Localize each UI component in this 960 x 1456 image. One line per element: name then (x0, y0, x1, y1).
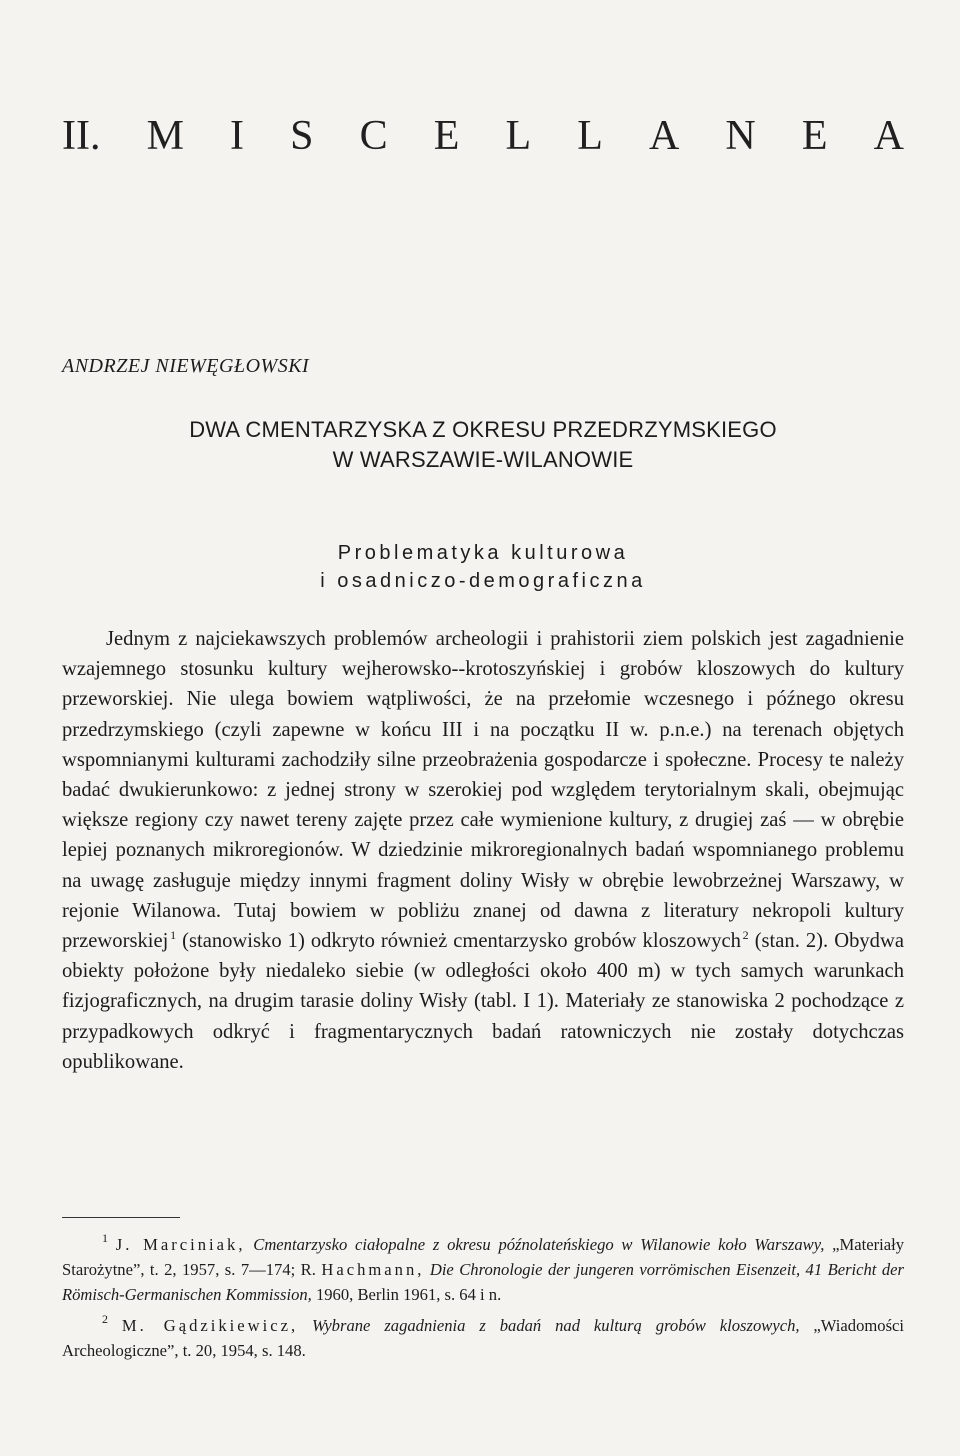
section-heading-part: L (577, 113, 603, 159)
footnote-work: Cmentarzysko ciałopalne z okresu późnolateńskiego w Wilanowie koło Warszawy, (253, 1235, 825, 1254)
section-heading-part: I (230, 113, 245, 159)
footnote-ref: 1 (170, 928, 177, 943)
body-text-part: (stanowisko 1) odkryto również cmentarzysko grobów kloszowych (176, 930, 741, 953)
footnote-mark: 1 (102, 1231, 108, 1245)
body-paragraph (62, 624, 904, 1077)
article-title (62, 415, 904, 475)
section-heading-part: S (290, 113, 314, 159)
section-heading-part: A (873, 113, 904, 159)
section-heading-part: L (505, 113, 532, 159)
article-title-line: DWA CMENTARZYSKA Z OKRESU PRZEDRZYMSKIEGO (189, 417, 777, 442)
footnote-ref: 2 (742, 928, 749, 943)
section-heading-part: C (359, 113, 388, 159)
footnote-author: M. Gądzikiewicz, (121, 1316, 299, 1335)
footnote-text: „Materiały Starożytne”, t. 2, 1957, s. 7—174; R. (62, 1235, 904, 1279)
section-heading (62, 112, 904, 160)
footnote-work: Die Chronologie der jungeren vorrömischen Eisenzeit, 41 Bericht der Römisch-Germanischen Kommission, (62, 1260, 904, 1304)
footnote (62, 1232, 904, 1307)
footnote-mark: 2 (102, 1312, 108, 1326)
footnotes (62, 1232, 904, 1369)
section-heading-part: E (433, 113, 460, 159)
footnote-work: Wybrane zagadnienia z badań nad kulturą grobów kloszowych, (298, 1316, 800, 1335)
footnote-author: J. Marciniak, (115, 1235, 246, 1254)
body-text-part: (stan. 2). Obydwa obiekty położone były niedaleko siebie (w odległości około 400 m) w tych samych warunkach fizjograficznych, na drugim tarasie doliny Wisły (tabl. I 1). Materiały ze stanowiska 2 pochodzące z przypadkowych odkryć i fragmentarycznych badań ratowniczych nie zostały dotychczas opublikowane. (62, 930, 904, 1073)
article-title-line: W WARSZAWIE-WILANOWIE (332, 447, 634, 472)
footnote (62, 1313, 904, 1363)
section-heading-part: M (146, 113, 184, 159)
section-heading-part: E (801, 113, 828, 159)
footnote-divider (62, 1217, 180, 1218)
article-subtitle (62, 539, 904, 595)
body-text-part: Jednym z najciekawszych problemów archeologii i prahistorii ziem polskich jest zagadnienie wzajemnego stosunku kultury wejherowsko--krotoszyńskiej i grobów kloszowych do kultury przeworskiej. Nie ulega bowiem wątpliwości, że na przełomie wczesnego i późnego okresu przedrzymskiego (czyli zapewne w końcu III i na początku II w. p.n.e.) na terenach objętych wspomnianymi kulturami zachodziły silne przeobrażenia gospodarcze i społeczne. Procesy te należy badać dwukierunkowo: z jednej strony w szerokiej pod względem terytorialnym skali, obejmując większe regiony czy nawet tereny zajęte przez całe wymienione kultury, z drugiej zaś — w obrębie lepiej poznanych mikroregionów. W dziedzinie mikroregionalnych badań wspomnianego problemu na uwagę zasługuje między innymi fragment doliny Wisły w obrębie lewobrzeżnej Warszawy, w rejonie Wilanowa. Tutaj bowiem w pobliżu znanej od dawna z literatury nekropoli kultury przeworskiej (62, 628, 904, 953)
footnote-text: „Wiadomości Archeologiczne”, t. 20, 1954, s. 148. (62, 1316, 904, 1360)
footnote-text: 1960, Berlin 1961, s. 64 i n. (311, 1285, 502, 1304)
author-name: ANDRZEJ NIEWĘGŁOWSKI (62, 355, 310, 377)
footnote-author: Hachmann, (321, 1260, 425, 1279)
article-subtitle-line: Problematyka kulturowa (337, 542, 629, 564)
article-subtitle-line: i osadniczo-demograficzna (320, 570, 646, 592)
section-heading-part: N (725, 113, 756, 159)
section-heading-part: II. (62, 113, 101, 159)
section-heading-part: A (648, 113, 680, 159)
